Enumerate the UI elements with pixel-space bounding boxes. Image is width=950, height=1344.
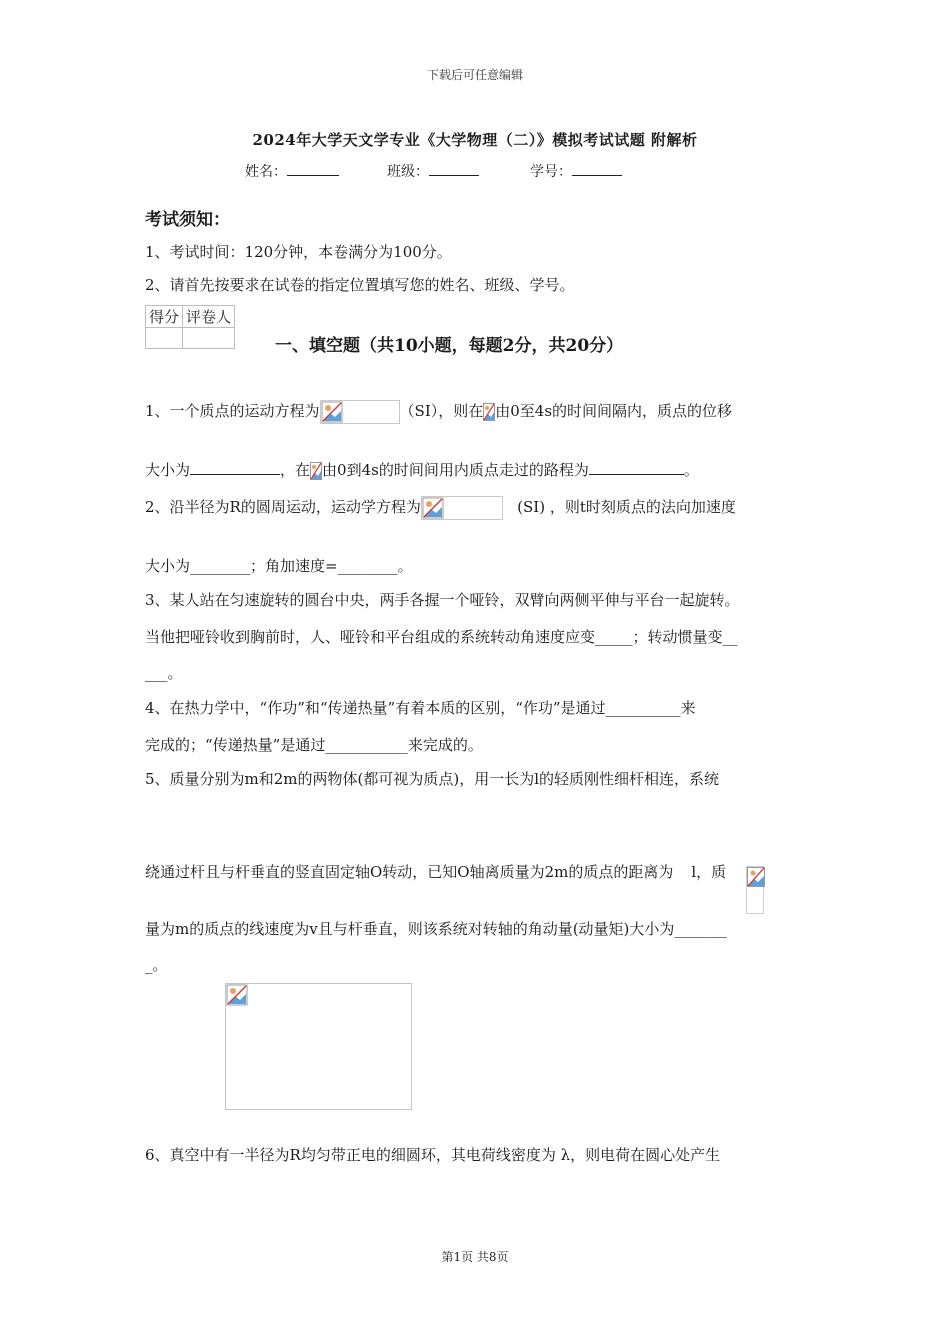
class-label: 班级： <box>387 164 429 180</box>
question-5-figure <box>225 983 412 1110</box>
question-5-line-3: 量为m的质点的线速度为v且与杆垂直，则该系统对转轴的角动量(动量矩)大小为_______ <box>145 920 727 938</box>
question-1-line-2 <box>145 459 699 480</box>
score-table <box>145 305 235 349</box>
broken-image-icon <box>320 400 400 424</box>
question-text: 1、一个质点的运动方程为 <box>145 402 320 420</box>
question-4-line-2: 完成的；“传递热量”是通过___________来完成的。 <box>145 736 483 754</box>
question-5-line-4: _。 <box>145 956 168 974</box>
section-title: 一、填空题（共10小题，每题2分，共20分） <box>275 336 624 356</box>
notice-item: 2、请首先按要求在试卷的指定位置填写您的姓名、班级、学号。 <box>145 276 575 294</box>
notice-heading: 考试须知： <box>145 210 230 230</box>
class-field <box>387 161 479 181</box>
id-label: 学号： <box>530 164 572 180</box>
grader-cell <box>183 328 235 349</box>
question-3-line-2: 当他把哑铃收到胸前时，人、哑铃和平台组成的系统转动角速度应变_____；转动惯量变__ <box>145 628 738 646</box>
question-text: 2、沿半径为R的圆周运动，运动学方程为 <box>145 498 421 516</box>
broken-image-icon <box>421 496 503 520</box>
question-text: l，质 <box>691 863 727 881</box>
name-field <box>245 161 339 181</box>
broken-image-icon <box>483 403 495 421</box>
question-text: 由0至4s的时间间隔内，质点的位移 <box>495 402 733 420</box>
question-5-line-1: 5、质量分别为m和2m的两物体(都可视为质点)，用一长为l的轻质刚性细杆相连，系统 <box>145 770 720 788</box>
question-text: 大小为 <box>145 461 191 479</box>
grader-header: 评卷人 <box>183 306 235 328</box>
question-3-line-1: 3、某人站在匀速旋转的圆台中央，两手各握一个哑铃，双臂向两侧平伸与平台一起旋转。 <box>145 591 740 609</box>
question-text: （SI），则在 <box>399 402 484 420</box>
name-label: 姓名： <box>245 164 287 180</box>
answer-blank <box>190 460 280 475</box>
question-text: ，在 <box>280 461 311 479</box>
broken-image-icon <box>746 866 764 914</box>
question-2-line-1 <box>145 496 736 520</box>
exam-title: 2024年大学天文学专业《大学物理（二）》模拟考试试题 附解析 <box>252 131 698 149</box>
score-header: 得分 <box>146 306 183 328</box>
notice-item: 1、考试时间：120分钟，本卷满分为100分。 <box>145 243 452 261</box>
question-4-line-1: 4、在热力学中，“作功”和“传递热量”有着本质的区别，“作功”是通过__________来 <box>145 699 696 717</box>
name-blank <box>287 161 339 176</box>
broken-image-icon <box>310 462 322 480</box>
question-3-line-3: ___。 <box>145 664 183 682</box>
question-text: 由0到4s的时间间用内质点走过的路程为 <box>322 461 589 479</box>
question-6-line-1: 6、真空中有一半径为R均匀带正电的细圆环，其电荷线密度为 λ，则电荷在圆心处产生 <box>145 1146 721 1164</box>
question-5-line-2 <box>145 861 726 882</box>
question-text: 。 <box>683 461 699 479</box>
class-blank <box>429 161 479 176</box>
question-text: 绕通过杆且与杆垂直的竖直固定轴O转动，已知O轴离质量为2m的质点的距离为 <box>145 863 674 881</box>
page-footer: 第1页 共8页 <box>441 1250 509 1264</box>
header-note: 下载后可任意编辑 <box>426 68 523 82</box>
question-2-line-2: 大小为________；角加速度=________。 <box>145 557 413 575</box>
answer-blank <box>589 460 684 475</box>
id-blank <box>572 161 622 176</box>
question-1-line-1 <box>145 400 732 424</box>
question-text: (SI) ，则t时刻质点的法向加速度 <box>517 498 736 516</box>
score-cell <box>146 328 183 349</box>
student-id-field <box>530 161 622 181</box>
